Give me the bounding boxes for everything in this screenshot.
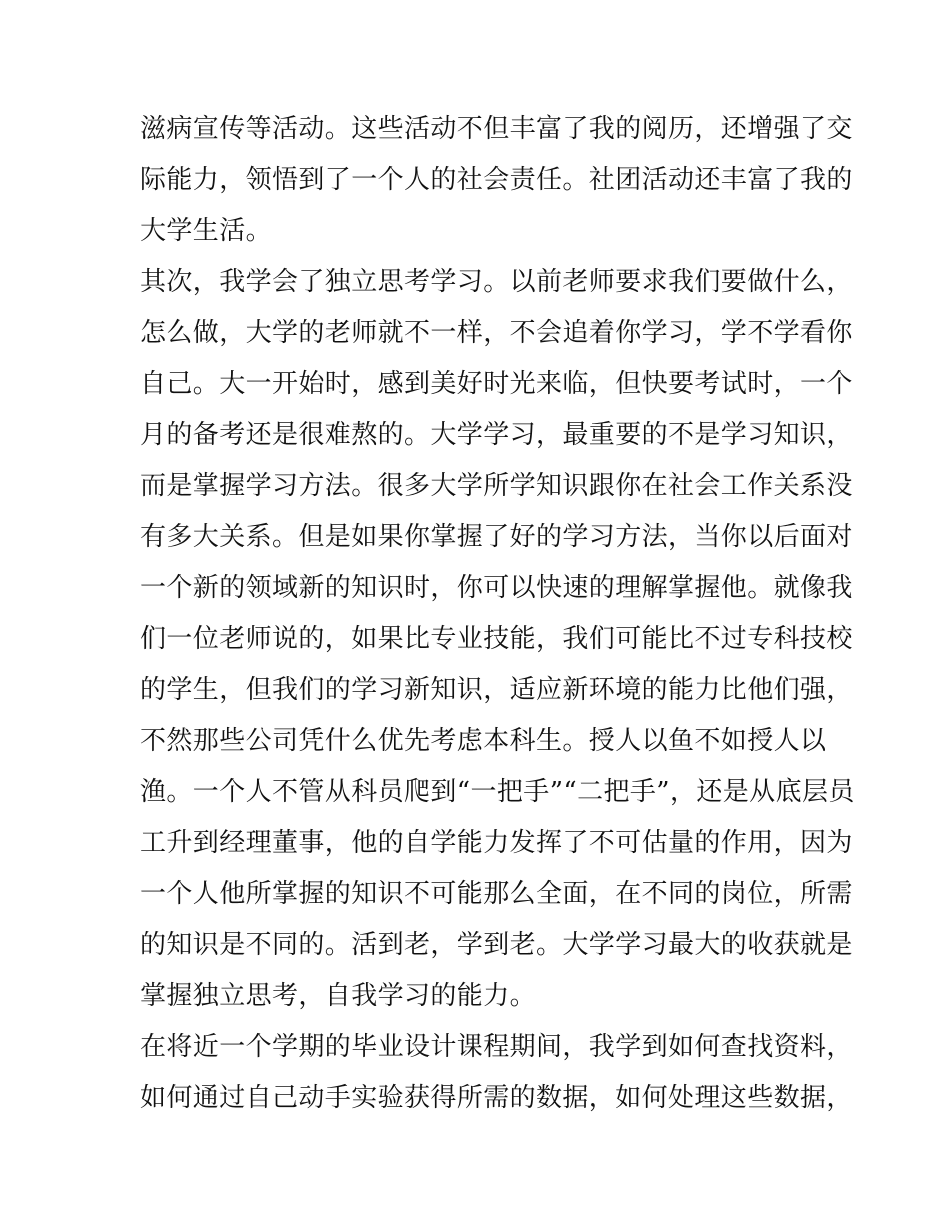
text-line-1: 滋病宣传等活动。这些活动不但丰富了我的阅历，还增强了交 bbox=[140, 114, 853, 144]
body-text bbox=[140, 104, 855, 1124]
text-line-8: 而是掌握学习方法。很多大学所学知识跟你在社会工作关系没 bbox=[140, 471, 853, 501]
text-line-12: 的学生，但我们的学习新知识，适应新环境的能力比他们强， bbox=[140, 675, 853, 705]
text-line-9: 有多大关系。但是如果你掌握了好的学习方法，当你以后面对 bbox=[140, 522, 853, 552]
text-line-14: 渔。一个人不管从科员爬到“一把手”“二把手”，还是从底层员 bbox=[140, 777, 855, 807]
text-line-16: 一个人他所掌握的知识不可能那么全面，在不同的岗位，所需 bbox=[140, 879, 853, 909]
text-line-10: 一个新的领域新的知识时，你可以快速的理解掌握他。就像我 bbox=[140, 573, 853, 603]
text-line-3: 大学生活。 bbox=[140, 216, 273, 246]
text-line-2: 际能力，领悟到了一个人的社会责任。社团活动还丰富了我的 bbox=[140, 165, 853, 195]
text-line-11: 们一位老师说的，如果比专业技能，我们可能比不过专科技校 bbox=[140, 624, 853, 654]
text-line-4: 其次，我学会了独立思考学习。以前老师要求我们要做什么， bbox=[140, 267, 853, 297]
text-line-15: 工升到经理董事，他的自学能力发挥了不可估量的作用，因为 bbox=[140, 828, 853, 858]
text-line-5: 怎么做，大学的老师就不一样，不会追着你学习，学不学看你 bbox=[140, 318, 853, 348]
text-line-13: 不然那些公司凭什么优先考虑本科生。授人以鱼不如授人以 bbox=[140, 726, 827, 756]
text-line-19: 在将近一个学期的毕业设计课程期间，我学到如何查找资料， bbox=[140, 1032, 853, 1062]
text-line-20: 如何通过自己动手实验获得所需的数据，如何处理这些数据， bbox=[140, 1083, 853, 1113]
text-line-6: 自己。大一开始时，感到美好时光来临，但快要考试时，一个 bbox=[140, 369, 853, 399]
text-line-18: 掌握独立思考，自我学习的能力。 bbox=[140, 981, 537, 1011]
text-line-17: 的知识是不同的。活到老，学到老。大学学习最大的收获就是 bbox=[140, 930, 853, 960]
text-line-7: 月的备考还是很难熬的。大学学习，最重要的不是学习知识， bbox=[140, 420, 853, 450]
